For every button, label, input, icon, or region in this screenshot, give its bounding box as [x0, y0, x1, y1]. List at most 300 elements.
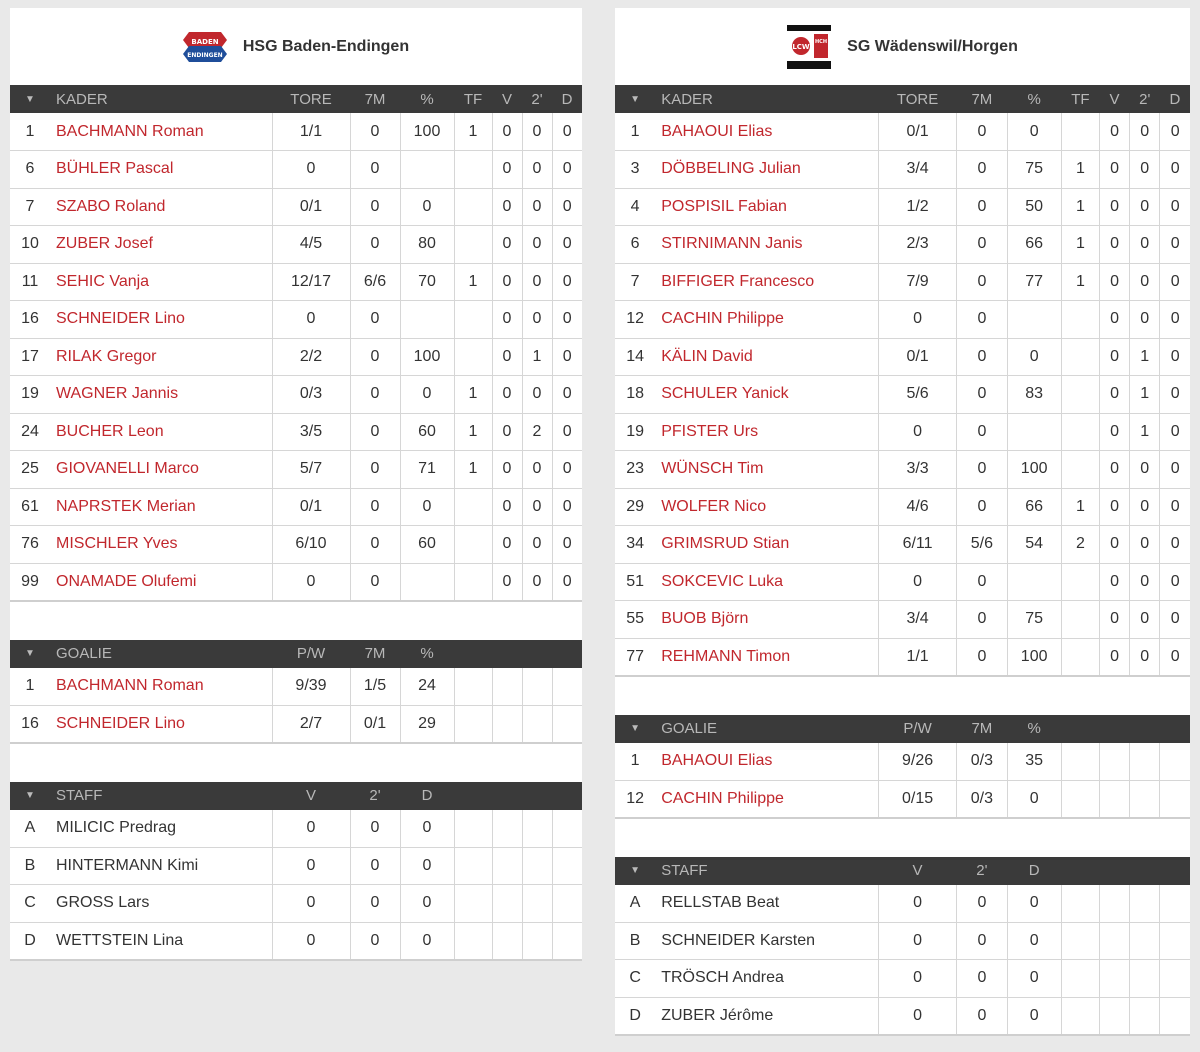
collapse-toggle-icon[interactable]: ▼	[10, 782, 50, 810]
stat-cell: 0	[1130, 601, 1160, 639]
stat-cell: 6/10	[272, 526, 350, 564]
player-row	[10, 488, 582, 526]
stat-cell	[1130, 922, 1160, 960]
player-row	[10, 263, 582, 301]
column-header: GOALIE	[50, 640, 272, 668]
goalie-header-row	[10, 640, 582, 668]
column-header-empty	[522, 782, 552, 810]
collapse-toggle-icon[interactable]: ▼	[10, 640, 50, 668]
stat-cell: 0	[1007, 780, 1061, 818]
column-header-empty	[1130, 857, 1160, 885]
stat-cell: 0	[552, 151, 582, 189]
stat-cell: 4/6	[878, 488, 956, 526]
stat-cell: 0	[1160, 263, 1190, 301]
stat-cell: 0	[1099, 263, 1129, 301]
stat-cell: 0	[522, 188, 552, 226]
stat-cell	[1130, 743, 1160, 781]
stat-cell	[552, 922, 582, 960]
stat-cell	[1061, 338, 1099, 376]
stat-cell	[492, 922, 522, 960]
stat-cell: 1	[522, 338, 552, 376]
stat-cell: 0	[1130, 113, 1160, 151]
stat-cell	[1130, 780, 1160, 818]
player-number: 1	[10, 668, 50, 706]
player-name-link[interactable]: DÖBBELING Julian	[655, 151, 878, 189]
stat-cell: 0	[1099, 338, 1129, 376]
column-header-empty	[454, 782, 492, 810]
stat-cell	[454, 810, 492, 848]
player-name-link[interactable]: BAHAOUI Elias	[655, 743, 878, 781]
player-name-link[interactable]: SEHIC Vanja	[50, 263, 272, 301]
collapse-toggle-icon[interactable]: ▼	[615, 85, 655, 113]
stat-cell: 0	[957, 338, 1007, 376]
stat-cell: 0	[400, 922, 454, 960]
player-name-link[interactable]: PFISTER Urs	[655, 413, 878, 451]
staff-name: HINTERMANN Kimi	[50, 847, 272, 885]
column-header: 2'	[1130, 85, 1160, 113]
stat-cell	[552, 847, 582, 885]
stat-cell	[522, 668, 552, 706]
stat-cell	[1007, 413, 1061, 451]
stat-cell: 0	[492, 488, 522, 526]
stat-cell: 0	[350, 563, 400, 601]
svg-text:LCW: LCW	[792, 42, 810, 51]
stat-cell: 1	[454, 263, 492, 301]
player-name-link[interactable]: SCHULER Yanick	[655, 376, 878, 414]
stat-cell	[454, 668, 492, 706]
player-name-link[interactable]: ZUBER Josef	[50, 226, 272, 264]
stat-cell	[1061, 601, 1099, 639]
player-name-link[interactable]: SZABO Roland	[50, 188, 272, 226]
stat-cell	[1007, 301, 1061, 339]
column-header-empty	[552, 640, 582, 668]
stat-cell	[1099, 997, 1129, 1035]
player-name-link[interactable]: BACHMANN Roman	[50, 668, 272, 706]
column-header: KADER	[50, 85, 272, 113]
stat-cell	[492, 885, 522, 923]
stat-cell: 1	[1130, 413, 1160, 451]
player-number: 12	[615, 301, 655, 339]
stat-cell: 0	[1007, 922, 1061, 960]
stat-cell: 3/3	[878, 451, 956, 489]
staff-role: B	[10, 847, 50, 885]
staff-name: RELLSTAB Beat	[655, 885, 878, 923]
staff-name: SCHNEIDER Karsten	[655, 922, 878, 960]
stat-cell: 0	[1007, 338, 1061, 376]
staff-row	[10, 922, 582, 960]
column-header: %	[400, 640, 454, 668]
stat-cell: 0	[522, 151, 552, 189]
stat-cell: 0	[1130, 151, 1160, 189]
stat-cell: 0	[878, 413, 956, 451]
player-name-link[interactable]: REHMANN Timon	[655, 638, 878, 676]
stat-cell: 4/5	[272, 226, 350, 264]
player-row	[10, 338, 582, 376]
stat-cell: 0	[492, 451, 522, 489]
stat-cell: 0	[957, 451, 1007, 489]
stat-cell	[454, 885, 492, 923]
staff-header-row	[615, 857, 1190, 885]
player-row	[10, 376, 582, 414]
column-header: P/W	[878, 715, 956, 743]
stat-cell	[522, 922, 552, 960]
stat-cell: 0	[522, 113, 552, 151]
player-name-link[interactable]: POSPISIL Fabian	[655, 188, 878, 226]
staff-row	[615, 960, 1190, 998]
player-name-link[interactable]: BUOB Björn	[655, 601, 878, 639]
stat-cell: 0	[1007, 960, 1061, 998]
player-row	[615, 151, 1190, 189]
stat-cell: 0	[350, 151, 400, 189]
stat-cell: 1	[1061, 151, 1099, 189]
stat-cell: 0	[1099, 376, 1129, 414]
column-header-empty	[1130, 715, 1160, 743]
column-header: D	[400, 782, 454, 810]
column-header-empty	[552, 782, 582, 810]
stat-cell	[1061, 922, 1099, 960]
staff-name: WETTSTEIN Lina	[50, 922, 272, 960]
stat-cell	[1130, 885, 1160, 923]
stat-cell: 75	[1007, 151, 1061, 189]
stat-cell: 0	[1160, 338, 1190, 376]
player-row	[615, 780, 1190, 818]
stat-cell	[1061, 113, 1099, 151]
stat-cell: 0	[957, 601, 1007, 639]
stat-cell: 3/4	[878, 151, 956, 189]
stat-cell: 0	[1099, 301, 1129, 339]
player-name-link[interactable]: WAGNER Jannis	[50, 376, 272, 414]
player-row	[615, 488, 1190, 526]
stat-cell: 0	[522, 226, 552, 264]
stat-cell: 0	[492, 338, 522, 376]
stat-cell: 0	[522, 488, 552, 526]
player-number: 16	[10, 301, 50, 339]
column-header-empty	[1160, 857, 1190, 885]
stat-cell: 0	[1130, 226, 1160, 264]
player-name-link[interactable]: CACHIN Philippe	[655, 301, 878, 339]
player-name-link[interactable]: SCHNEIDER Lino	[50, 301, 272, 339]
stat-cell: 0	[272, 847, 350, 885]
stat-cell	[522, 885, 552, 923]
player-number: 24	[10, 413, 50, 451]
team-logo	[183, 27, 227, 67]
column-header: 7M	[350, 640, 400, 668]
staff-role: D	[10, 922, 50, 960]
player-row	[615, 451, 1190, 489]
column-header: P/W	[272, 640, 350, 668]
player-name-link[interactable]: WÜNSCH Tim	[655, 451, 878, 489]
stat-cell: 0	[272, 810, 350, 848]
player-name-link[interactable]: BUCHER Leon	[50, 413, 272, 451]
stat-cell: 0	[350, 526, 400, 564]
player-number: 11	[10, 263, 50, 301]
player-number: 18	[615, 376, 655, 414]
stat-cell: 0	[1160, 301, 1190, 339]
stat-cell	[1061, 563, 1099, 601]
stat-cell	[400, 563, 454, 601]
stat-cell: 0	[1099, 413, 1129, 451]
stat-cell: 0	[957, 563, 1007, 601]
stat-cell: 6/11	[878, 526, 956, 564]
player-name-link[interactable]: WOLFER Nico	[655, 488, 878, 526]
stat-cell: 0	[1007, 997, 1061, 1035]
stat-cell: 6/6	[350, 263, 400, 301]
stat-cell: 0	[492, 301, 522, 339]
player-name-link[interactable]: ONAMADE Olufemi	[50, 563, 272, 601]
stat-cell: 0	[350, 922, 400, 960]
stat-cell: 77	[1007, 263, 1061, 301]
player-name-link[interactable]: SOKCEVIC Luka	[655, 563, 878, 601]
stat-cell: 0	[552, 113, 582, 151]
player-row	[615, 113, 1190, 151]
collapse-toggle-icon[interactable]: ▼	[10, 85, 50, 113]
stat-cell	[1160, 997, 1190, 1035]
player-number: 10	[10, 226, 50, 264]
stat-cell: 1	[454, 451, 492, 489]
player-number: 6	[615, 226, 655, 264]
stat-cell	[454, 526, 492, 564]
stat-cell: 0	[878, 997, 956, 1035]
stat-cell	[1099, 922, 1129, 960]
stat-cell	[454, 705, 492, 743]
stat-cell	[1160, 922, 1190, 960]
stat-cell: 66	[1007, 226, 1061, 264]
stat-cell: 70	[400, 263, 454, 301]
player-number: 6	[10, 151, 50, 189]
team-panel-away	[615, 8, 1190, 1036]
stat-cell: 0/1	[878, 338, 956, 376]
stat-cell: 0	[522, 563, 552, 601]
stat-cell: 1	[454, 113, 492, 151]
player-number: 61	[10, 488, 50, 526]
stat-cell: 0	[1099, 638, 1129, 676]
stat-cell: 0	[1099, 526, 1129, 564]
stat-cell: 0	[492, 263, 522, 301]
stat-cell	[522, 847, 552, 885]
stat-cell: 0/1	[272, 488, 350, 526]
player-number: 76	[10, 526, 50, 564]
staff-role: C	[615, 960, 655, 998]
stat-cell: 0	[552, 488, 582, 526]
stat-cell: 0	[350, 113, 400, 151]
stat-cell: 0	[492, 113, 522, 151]
player-name-link[interactable]: GIOVANELLI Marco	[50, 451, 272, 489]
stat-cell	[1099, 960, 1129, 998]
column-header: TF	[454, 85, 492, 113]
staff-name: TRÖSCH Andrea	[655, 960, 878, 998]
stat-cell	[454, 188, 492, 226]
stat-cell	[492, 705, 522, 743]
svg-text:HCH: HCH	[815, 38, 828, 45]
stat-cell: 0	[1160, 188, 1190, 226]
stat-cell: 80	[400, 226, 454, 264]
player-row	[615, 638, 1190, 676]
stat-cell	[522, 810, 552, 848]
player-row	[615, 526, 1190, 564]
collapse-toggle-icon[interactable]: ▼	[615, 715, 655, 743]
stat-cell: 0	[492, 526, 522, 564]
stat-cell: 0	[272, 885, 350, 923]
stat-cell: 0	[1130, 563, 1160, 601]
stat-cell	[1061, 780, 1099, 818]
stat-cell: 0	[400, 376, 454, 414]
player-row	[10, 705, 582, 743]
stat-cell: 0	[1160, 488, 1190, 526]
stat-cell	[400, 301, 454, 339]
stat-cell: 0/3	[957, 743, 1007, 781]
player-number: 14	[615, 338, 655, 376]
stat-cell: 0	[552, 526, 582, 564]
collapse-toggle-icon[interactable]: ▼	[615, 857, 655, 885]
stat-cell: 12/17	[272, 263, 350, 301]
stat-cell: 1	[1130, 376, 1160, 414]
stat-cell	[454, 301, 492, 339]
player-number: 1	[10, 113, 50, 151]
stat-cell: 0/3	[272, 376, 350, 414]
column-header: D	[552, 85, 582, 113]
player-number: 77	[615, 638, 655, 676]
stat-cell	[552, 668, 582, 706]
stat-cell	[1099, 885, 1129, 923]
stat-cell: 29	[400, 705, 454, 743]
stat-cell: 0	[1160, 226, 1190, 264]
player-name-link[interactable]: BACHMANN Roman	[50, 113, 272, 151]
stat-cell: 0	[492, 151, 522, 189]
stat-cell	[1061, 451, 1099, 489]
staff-role: D	[615, 997, 655, 1035]
staff-role: B	[615, 922, 655, 960]
stat-cell: 1/5	[350, 668, 400, 706]
player-row	[615, 601, 1190, 639]
stat-cell: 0	[272, 922, 350, 960]
stat-cell: 0	[350, 376, 400, 414]
player-number: 19	[615, 413, 655, 451]
stat-cell: 2/3	[878, 226, 956, 264]
stat-cell: 0	[400, 847, 454, 885]
stat-cell: 0	[957, 376, 1007, 414]
stat-cell: 0	[350, 226, 400, 264]
stat-cell: 0	[552, 301, 582, 339]
stat-cell: 0/15	[878, 780, 956, 818]
stat-cell: 0	[1099, 226, 1129, 264]
column-header: 2'	[522, 85, 552, 113]
stat-cell: 0	[957, 151, 1007, 189]
player-number: 17	[10, 338, 50, 376]
stat-cell	[552, 810, 582, 848]
player-name-link[interactable]: KÄLIN David	[655, 338, 878, 376]
stat-cell: 9/39	[272, 668, 350, 706]
column-header: STAFF	[655, 857, 878, 885]
stat-cell: 83	[1007, 376, 1061, 414]
stat-cell: 0	[552, 338, 582, 376]
stat-cell: 0	[272, 151, 350, 189]
player-name-link[interactable]: CACHIN Philippe	[655, 780, 878, 818]
player-name-link[interactable]: STIRNIMANN Janis	[655, 226, 878, 264]
stat-cell: 0	[957, 113, 1007, 151]
stat-cell: 0	[957, 226, 1007, 264]
stat-cell: 0	[957, 638, 1007, 676]
player-name-link[interactable]: BÜHLER Pascal	[50, 151, 272, 189]
stat-cell: 0	[878, 885, 956, 923]
goalie-header-row	[615, 715, 1190, 743]
player-row	[10, 563, 582, 601]
team-logo	[787, 27, 831, 67]
stat-cell: 0	[957, 301, 1007, 339]
stat-cell: 0	[957, 960, 1007, 998]
stat-cell: 1	[1061, 488, 1099, 526]
stat-cell: 0	[1130, 188, 1160, 226]
player-name-link[interactable]: MISCHLER Yves	[50, 526, 272, 564]
player-name-link[interactable]: BIFFIGER Francesco	[655, 263, 878, 301]
stat-cell: 0	[522, 526, 552, 564]
stat-cell	[522, 705, 552, 743]
stat-cell: 0	[1130, 526, 1160, 564]
player-row	[615, 188, 1190, 226]
stat-cell: 0	[957, 885, 1007, 923]
team-name: SG Wädenswil/Horgen	[847, 37, 1018, 55]
column-header: TORE	[272, 85, 350, 113]
player-name-link[interactable]: RILAK Gregor	[50, 338, 272, 376]
player-name-link[interactable]: GRIMSRUD Stian	[655, 526, 878, 564]
stat-cell: 0	[957, 263, 1007, 301]
column-header: GOALIE	[655, 715, 878, 743]
stat-cell: 0	[1099, 563, 1129, 601]
stat-cell	[1061, 960, 1099, 998]
stat-cell: 0	[350, 413, 400, 451]
stat-cell: 3/5	[272, 413, 350, 451]
staff-name: MILICIC Predrag	[50, 810, 272, 848]
staff-role: C	[10, 885, 50, 923]
player-row	[615, 376, 1190, 414]
staff-row	[10, 885, 582, 923]
player-number: 25	[10, 451, 50, 489]
player-name-link[interactable]: BAHAOUI Elias	[655, 113, 878, 151]
stat-cell: 1/1	[878, 638, 956, 676]
stat-cell	[454, 338, 492, 376]
stat-cell: 60	[400, 526, 454, 564]
player-row	[615, 743, 1190, 781]
player-number: 29	[615, 488, 655, 526]
stat-cell: 0	[492, 226, 522, 264]
stat-cell: 0	[552, 413, 582, 451]
player-row	[10, 301, 582, 339]
column-header: 7M	[957, 85, 1007, 113]
stat-cell: 0	[957, 922, 1007, 960]
staff-name: ZUBER Jérôme	[655, 997, 878, 1035]
stat-cell: 0	[552, 226, 582, 264]
player-name-link[interactable]: NAPRSTEK Merian	[50, 488, 272, 526]
staff-table	[10, 782, 582, 961]
player-name-link[interactable]: SCHNEIDER Lino	[50, 705, 272, 743]
stat-cell: 0	[350, 488, 400, 526]
stat-cell: 0	[1160, 638, 1190, 676]
stat-cell: 0	[350, 847, 400, 885]
player-row	[10, 151, 582, 189]
player-number: 99	[10, 563, 50, 601]
stat-cell	[1061, 743, 1099, 781]
player-row	[10, 188, 582, 226]
stat-cell: 35	[1007, 743, 1061, 781]
stat-cell: 0	[1160, 376, 1190, 414]
kader-table	[615, 85, 1190, 677]
stat-cell	[454, 226, 492, 264]
column-header: D	[1160, 85, 1190, 113]
stat-cell	[1099, 743, 1129, 781]
staff-role: A	[10, 810, 50, 848]
stat-cell: 0	[400, 810, 454, 848]
player-number: 55	[615, 601, 655, 639]
kader-header-row	[615, 85, 1190, 113]
